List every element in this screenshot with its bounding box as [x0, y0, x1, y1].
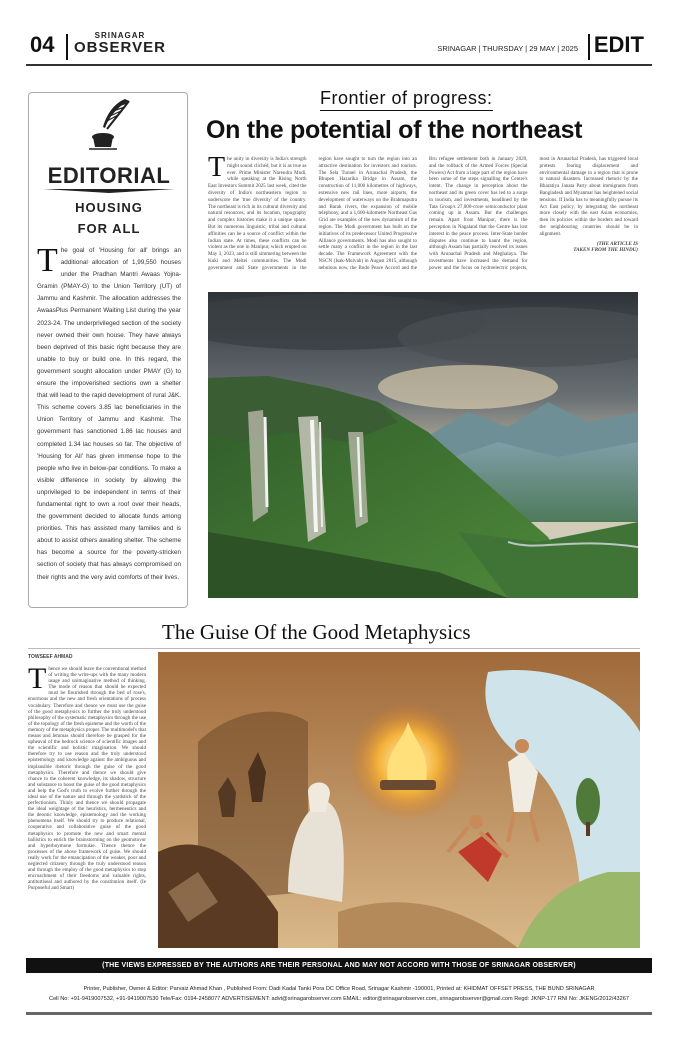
article1-kicker: Frontier of progress: [320, 88, 493, 111]
article1-headline: On the potential of the northeast [206, 116, 583, 144]
editorial-underline [43, 189, 175, 193]
header-divider [66, 34, 68, 60]
disclaimer-bar: (THE VIEWS EXPRESSED BY THE AUTHORS ARE THEIR PERSONAL AND MAY NOT ACCORD WITH THOSE OF SRINAGAR OBSERVER) [26, 958, 652, 973]
article1-credit-line1: (THE ARTICLE IS [596, 240, 638, 247]
footer-rule [26, 1012, 652, 1015]
editorial-subtitle-line1: HOUSING [75, 200, 143, 215]
article1-credit-line2: TAKEN FROM THE HINDU) [573, 247, 638, 254]
editorial-title: EDITORIAL [47, 163, 171, 188]
northeast-waterfall-photo [208, 292, 638, 598]
editorial-box [28, 92, 188, 608]
imprint-line2: Cell No: +91-9419007532, +91-9419007530 Tele/Fax: 0194-2458077 ADVERTISEMENT: advt@srinagarobserver.com EMAIL: editor@srinagarobserver.com, srinagarobserver@gmail.com Regd: JKNP-177 RNI No: JKENG/2012/43267 [49, 996, 629, 1002]
article2-text: hence we should leave the conventional method of writing the write-ups with the many modern usage and unimaginative method of thinking. The mode of reason that should be expected must be flourished through the bed of rose's, enormous and the new and fresh orientations of process vocabulary. Therefore and thence we must use the guise of the good metaphysics to further the truly understood philosophy of the systematic metaphysics through the use of the topology of the fresh episteme and the worth of the memory of the metaphysics proper. The multimodel's that means and lemmas should therefore be grasped for the upheaval of the bedrock science of scientific images and the scientific and holistic imagination. We should therefore try to use reason and the truly understood epistemology and knowledge against the ambiguous and implausible rhetoric through the guise of the good metaphysics. Therefore and thence we should give chance to the coherent knowledge, its shadow, structure and substance to boost the guise of the good metaphysics and help the God's truth to evolve further through the ideal use of the nature and through the yardstick of the perfectionism. Thinly and thence we should propagate the ideal weightage of the heuristics, hermeneutics and the deontic knowledge, epistemology and the working phenomena itself. We should try to produce relational, cooperative and collaborative guise of the good metaphysics to promote the new and smart mental ballistics to enrich the brainstorming on the geomotovor and hyperhoymone formulae. Thence thence the processes of the above framework of guise. We should really work for the emancipation of the weaker, poor and neglected citizenry through the truly understood reason and through the employ of the good metaphysics to stop encroachment of their freedoms and valuable rights, antiturtiseal and authored by the constitution itself. (Ie Purposeful and Smart) [28, 666, 146, 892]
editorial-text: he goal of 'Housing for all' brings an additional allocation of 1,99,550 houses under the Pradhan Mantri Awaas Yojna-Gramin (PMAY-G) to the Union Territory (UT) of Jammu and Kashmir. The allocation addresses the AwaasPlus Permanent Waiting List during the year 2023-24. The underprivileged section of the society never owned their own house. They have always been deprived of this basic right because they are unable to buy or build one. In this regard, the government sought allocation under PMAY (G) to ensure the impoverished sections own a shelter that will lead to the rapid development of rural J&K. This scheme covers 3.85 lac beneficiaries in the Union Territory of Jammu and Kashmir. The government has sanctioned 1.86 lac houses and completed 1.34 lac houses so far. The objective of 'Housing for All' has given immense hope to the people who live in below-par conditions. To make a visible difference in society by allowing the unprivileged to be independent in terms of their fundamental right to own a roof over their heads, the government decided to allocate funds among priorities. This has assisted many families and is about to assist others awaiting shelter. The scheme has become a source for the poverty-stricken section of society that has always compromised on their rights and the very avid comforts of their lives. [37, 247, 181, 581]
masthead-small: SRINAGAR [94, 31, 146, 40]
editorial-subtitle-line2: FOR ALL [77, 221, 141, 236]
header-divider-right [588, 34, 590, 60]
quill-inkpot-icon [85, 97, 135, 151]
article2-body [28, 666, 146, 944]
masthead-logo [74, 32, 166, 55]
editorial-dropcap: T [37, 242, 58, 279]
article1-body [208, 152, 638, 286]
article2-dropcap: T [28, 666, 47, 695]
article1-dropcap: T [208, 152, 226, 183]
dateline: SRINAGAR | THURSDAY | 29 MAY | 2025 [437, 44, 578, 53]
article1-credit [540, 241, 639, 255]
page-number: 04 [30, 32, 55, 57]
article2-byline: TOWSEEF AHMAD [28, 654, 73, 660]
editorial-subtitle [29, 197, 189, 239]
imprint-line1: Printer, Publisher, Owner & Editor: Parvaiz Ahmad Khan , Published From: Dadi Kadal Tanki Pora DC Office Road, Srinagar Kashmir -190001, Printed at: KHIDMAT OFFSET PRESS, THE BUND SRINAGAR [83, 986, 595, 992]
editorial-body [37, 242, 181, 584]
section-label: EDIT [593, 32, 644, 57]
article1-text: he unity in diversity is India's strength might sound clichéd, but it is as true as ever. Prime Minister Narendra Modi, while speaking at the Rising North East Investors Summit 2025 last week, cited the diversity of India's northeastern region to underscore the 'true diversity' of the country. The northeast is rich in its cultural diversity and natural resources, and its location, topography and complex histories make it a unique space. But its numerous linguistic, tribal and cultural affinities can be a source of conflict within the Indian state. At times, these conflicts can be violent as the one in Manipur, which erupted on May 3, 2023, and is still simmering between the Kuki and Meitei communities. The Modi government and State governments in the region have sought to turn the region into an attractive destination for investors and tourists. The Sela Tunnel in Arunachal Pradesh, the Bhupen Hazarika Bridge in Assam, the construction of 11,000 kilometres of highways, extensive new rail lines, more airports, the development of waterways on the Brahmaputra and Barak rivers, the expansion of mobile telephony, and a 1,600-kilometre Northeast Gas Grid are examples of the new dynamism of the region. The Modi government has built on the initiatives of its predecessor United Progressive Alliance governments. Modi has also sought to settle many a conflict in the region in the last decade. The Framework Agreement with the NSCN (Isak-Muivah) in August 2015, although nebulous now, the Bodo Peace Accord and the Bru refugee settlement both in January 2020, and the rollback of the Armed Forces (Special Powers) Act from a large part of the region have been some of the steps signalling the Centre's intent. The change in perception about the northeast and its green cover has led to a surge in tourism, and investments, headlined by the Tata Group's 27,000-crore semiconductor plant coming up in Assam. But the challenges remain. Apart from Manipur, there is the perception in Nagaland that the Centre has lost interest in the peace process. Inter-State border disputes also continue to haunt the region, although Assam has partially resolved its issues with Arunachal Pradesh and Meghalaya. The investments have increased the demand for power and the focus on hydroelectric projects, most in Arunachal Pradesh, has triggered local protests fearing displacement and environmental damage in a region that is prone to natural disasters. Increased rhetoric by the Bharatiya Janata Party about immigrants from Bangladesh and Myanmar has heightened social tensions. If India has to meaningfully pursue its Act East policy, by integrating the northeast more closely with the east Asian economies, then its policies within the borders and toward the neighbouring countries should be in alignment. [208, 156, 638, 271]
article2-headline: The Guise Of the Good Metaphysics [162, 620, 471, 644]
imprint-footer [26, 984, 652, 1004]
plato-cave-illustration [158, 652, 640, 948]
article2-rule [28, 648, 640, 649]
page-header [26, 30, 652, 66]
masthead-big: OBSERVER [74, 39, 166, 56]
